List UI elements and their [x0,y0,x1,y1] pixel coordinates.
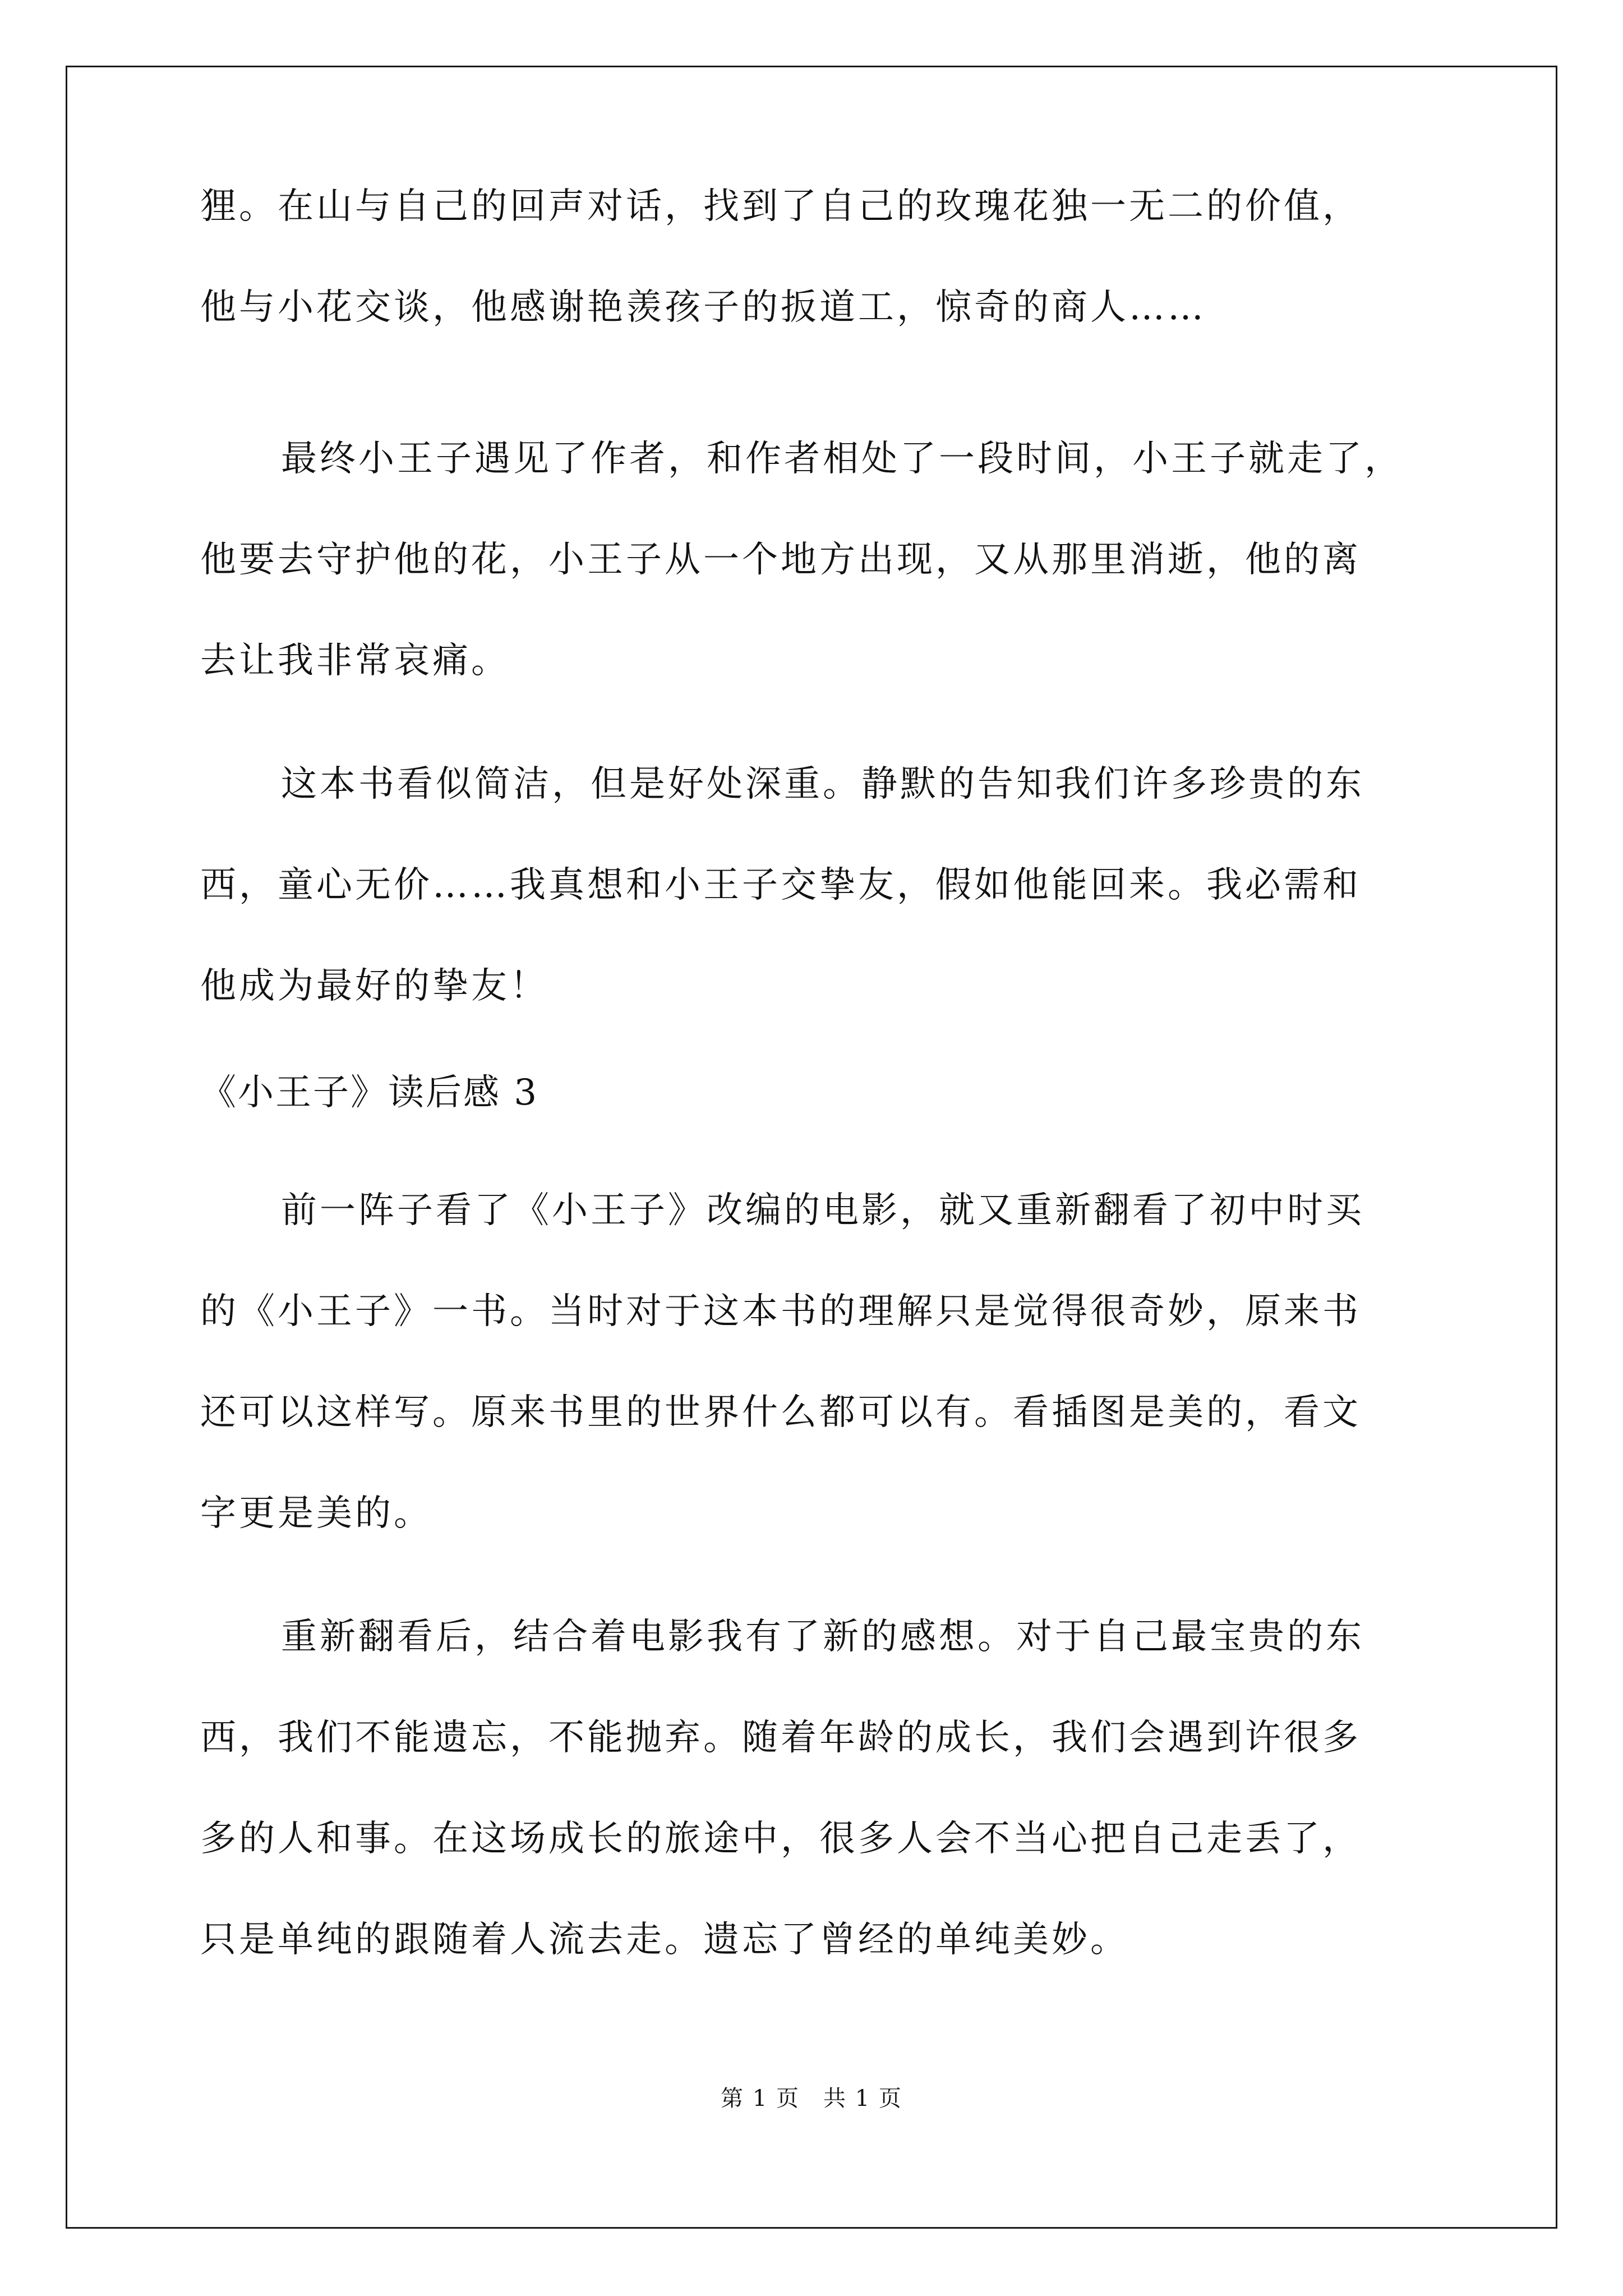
text-line: 他要去守护他的花，小王子从一个地方出现，又从那里消逝，他的离 [200,539,1361,581]
text-line: 只是单纯的跟随着人流去走。遗忘了曾经的单纯美妙。 [200,1919,1129,1961]
text-line: 他与小花交谈，他感谢艳羡孩子的扳道工，惊奇的商人…… [200,287,1206,328]
text-line: 他成为最好的挚友！ [200,965,548,1007]
paragraph-start: 这本书看似简洁，但是好处深重。静默的告知我们许多珍贵的东 [281,763,1364,805]
text-line: 去让我非常哀痛。 [200,640,510,682]
page-border [66,66,1557,2229]
section-heading: 《小王子》读后感 3 [200,1072,539,1114]
text-line: 还可以这样写。原来书里的世界什么都可以有。看插图是美的，看文 [200,1392,1361,1433]
text-line: 的《小王子》一书。当时对于这本书的理解只是觉得很奇妙，原来书 [200,1291,1361,1332]
paragraph-start: 前一阵子看了《小王子》改编的电影，就又重新翻看了初中时买 [281,1190,1364,1231]
text-line: 西，我们不能遗忘，不能抛弃。随着年龄的成长，我们会遇到许很多 [200,1717,1361,1759]
page-footer: 第 1 页 共 1 页 [721,2086,902,2111]
text-line: 多的人和事。在这场成长的旅途中，很多人会不当心把自己走丢了， [200,1818,1361,1860]
text-line: 字更是美的。 [200,1493,432,1534]
text-line: 狸。在山与自己的回声对话，找到了自己的玫瑰花独一无二的价值， [200,186,1361,227]
paragraph-start: 重新翻看后，结合着电影我有了新的感想。对于自己最宝贵的东 [281,1616,1364,1658]
paragraph-start: 最终小王子遇见了作者，和作者相处了一段时间，小王子就走了， [281,438,1403,480]
text-line: 西，童心无价……我真想和小王子交挚友，假如他能回来。我必需和 [200,864,1361,906]
